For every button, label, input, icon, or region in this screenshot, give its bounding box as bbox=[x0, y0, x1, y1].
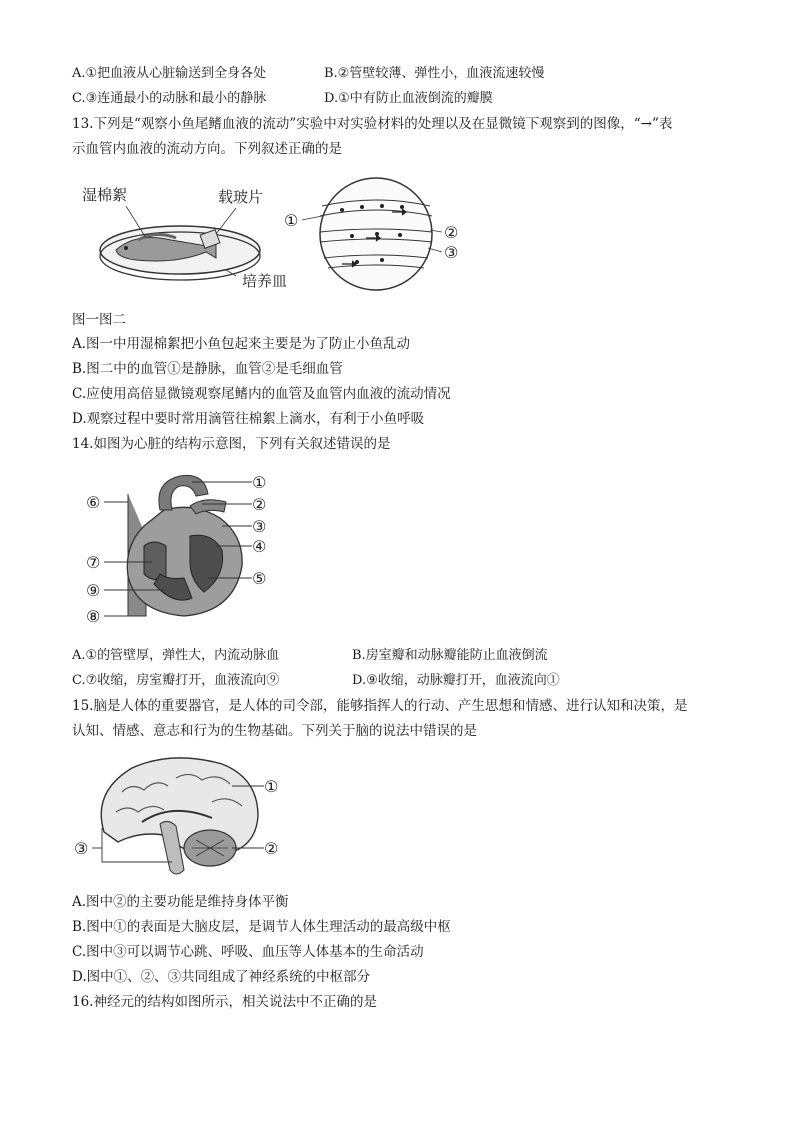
q13-stem-line2: 示血管内血液的流动方向。下列叙述正确的是 bbox=[72, 141, 342, 157]
q15-stem-line2: 认知、情感、意志和行为的生物基础。下列关于脑的说法中错误的是 bbox=[72, 723, 477, 739]
right-atrium bbox=[144, 542, 166, 580]
q14-option-a: A.①的管壁厚，弹性大，内流动脉血 bbox=[72, 648, 280, 663]
heart-label-7: ⑦ bbox=[86, 553, 101, 572]
q14-option-c: C.⑦收缩，房室瓣打开，血液流向⑨ bbox=[72, 673, 280, 688]
heart-structure-figure bbox=[84, 466, 274, 630]
q13-figure-caption: 图一图二 bbox=[72, 312, 126, 328]
label-vessel-1: ① bbox=[284, 211, 299, 230]
cerebrum-outline bbox=[101, 758, 258, 854]
q13-option-b: B.图二中的血管①是静脉，血管②是毛细血管 bbox=[72, 361, 343, 377]
fish-petri-dish-figure bbox=[76, 180, 306, 292]
brain-label-1: ① bbox=[264, 777, 279, 796]
q16-stem: 16.神经元的结构如图所示，相关说法中不正确的是 bbox=[72, 994, 377, 1010]
blood-cell bbox=[380, 204, 384, 208]
q12-option-c: C.③连通最小的动脉和最小的静脉 bbox=[72, 91, 267, 106]
label-vessel-2: ② bbox=[444, 223, 459, 242]
q13-option-d: D.观察过程中要时常用滴管往棉絮上滴水，有利于小鱼呼吸 bbox=[72, 411, 425, 427]
brain-label-3: ③ bbox=[74, 839, 89, 858]
q13-option-a: A.图一中用湿棉絮把小鱼包起来主要是为了防止小鱼乱动 bbox=[72, 336, 411, 352]
blood-cell bbox=[380, 258, 384, 262]
q13-option-c: C.应使用高倍显微镜观察尾鳍内的血管及血管内血液的流动情况 bbox=[72, 386, 451, 402]
q15-stem-line1: 15.脑是人体的重要器官，是人体的司令部，能够指挥人的行动、产生思想和情感、进行认知和决策，是 bbox=[72, 698, 688, 714]
brain-label-2: ② bbox=[264, 839, 279, 858]
q15-option-a: A.图中②的主要功能是维持身体平衡 bbox=[72, 894, 289, 910]
q14-stem: 14.如图为心脏的结构示意图，下列有关叙述错误的是 bbox=[72, 436, 391, 452]
heart-label-8: ⑧ bbox=[86, 607, 101, 626]
label-glass-slide: 载玻片 bbox=[218, 188, 264, 206]
brain-structure-figure bbox=[72, 752, 292, 882]
q14-option-d: D.⑨收缩，动脉瓣打开，血液流向① bbox=[352, 673, 560, 688]
q14-option-b: B.房室瓣和动脉瓣能防止血液倒流 bbox=[352, 648, 548, 663]
microscope-view-figure bbox=[282, 176, 472, 292]
blood-cell bbox=[398, 233, 402, 237]
q15-option-d: D.图中①、②、③共同组成了神经系统的中枢部分 bbox=[72, 969, 371, 985]
q15-option-b: B.图中①的表面是大脑皮层，是调节人体生理活动的最高级中枢 bbox=[72, 919, 451, 935]
fish-eye bbox=[124, 246, 128, 250]
heart-label-9: ⑨ bbox=[86, 581, 101, 600]
heart-label-1: ① bbox=[252, 473, 267, 492]
q13-stem-line1: 13.下列是“观察小鱼尾鳍血液的流动”实验中对实验材料的处理以及在显微镜下观察到的图像，“→”表 bbox=[72, 116, 673, 132]
heart-label-6: ⑥ bbox=[86, 493, 101, 512]
heart-label-4: ④ bbox=[252, 537, 267, 556]
blood-cell bbox=[350, 234, 354, 238]
heart-label-3: ③ bbox=[252, 517, 267, 536]
blood-cell bbox=[360, 205, 364, 209]
q12-option-b: B.②管壁较薄、弹性小，血液流速较慢 bbox=[324, 66, 545, 81]
label-petri-dish: 培养皿 bbox=[242, 272, 288, 290]
blood-cell bbox=[400, 205, 404, 209]
q15-option-c: C.图中③可以调节心跳、呼吸、血压等人体基本的生命活动 bbox=[72, 944, 424, 960]
heart-label-5: ⑤ bbox=[252, 569, 267, 588]
q12-option-a: A.①把血液从心脏输送到全身各处 bbox=[72, 66, 267, 81]
heart-label-2: ② bbox=[252, 495, 267, 514]
blood-cell bbox=[340, 208, 344, 212]
q12-option-d: D.①中有防止血液倒流的瓣膜 bbox=[324, 91, 493, 106]
label-wet-cotton: 湿棉絮 bbox=[82, 186, 128, 204]
label-vessel-3: ③ bbox=[444, 243, 459, 262]
pointer-1 bbox=[302, 216, 322, 220]
